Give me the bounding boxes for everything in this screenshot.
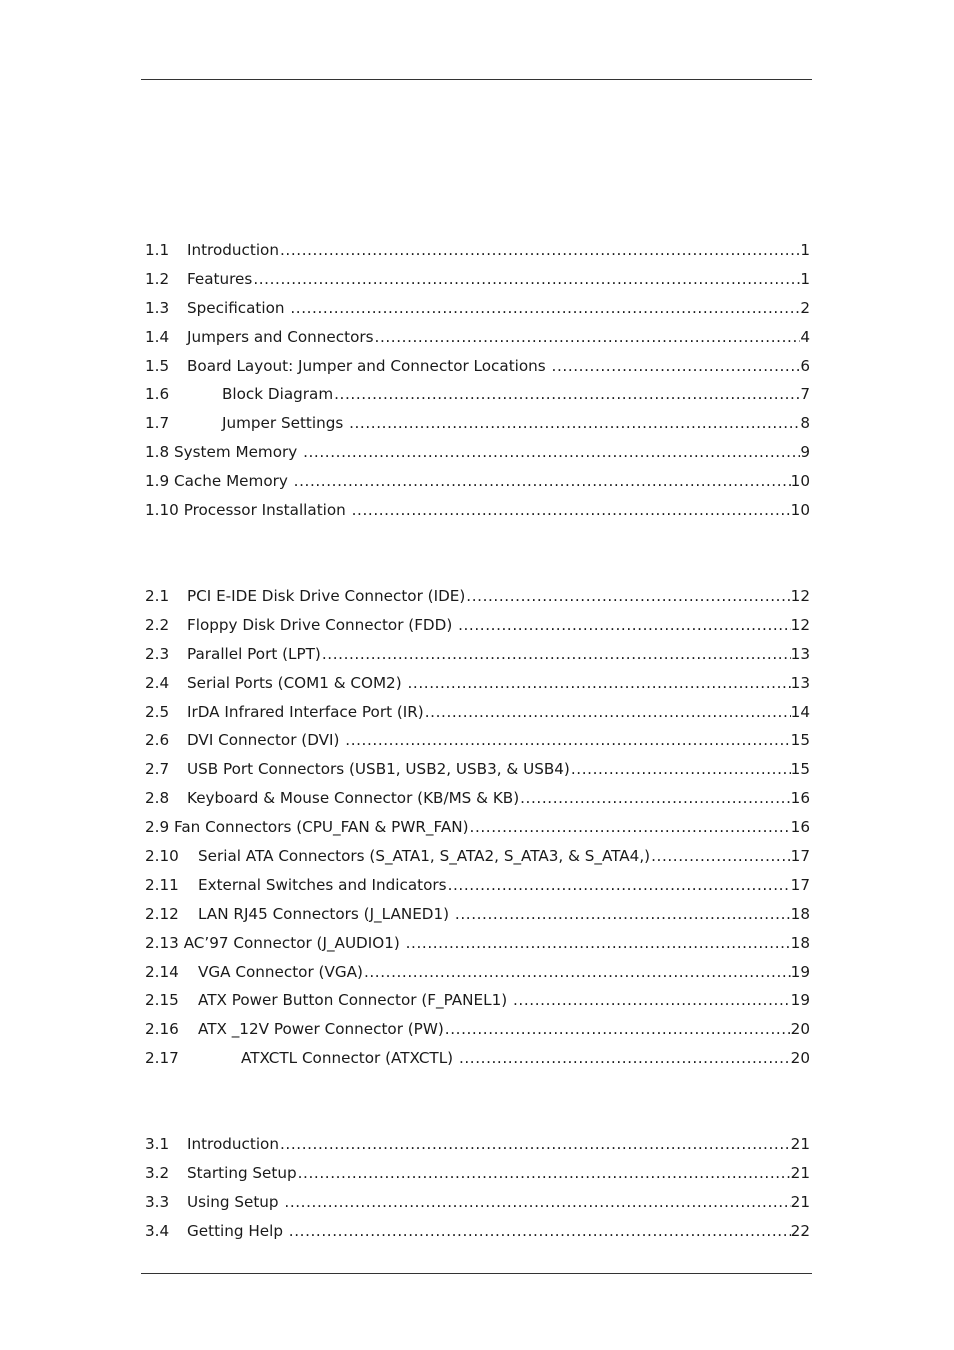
toc-dot-leader [283,1193,790,1211]
toc-entry-title: Specification [187,298,290,317]
toc-entry[interactable] [145,414,810,443]
toc-entry-title: USB Port Connectors (USB1, USB2, USB3, & USB4) [187,760,570,779]
toc-entry-number: 3.4 [145,1221,170,1240]
toc-entry[interactable] [145,1222,810,1251]
toc-dot-leader [293,472,791,490]
toc-entry-number: 2.6 [145,731,170,750]
toc-entry[interactable] [145,616,810,645]
toc-dot-leader [512,991,791,1009]
toc-dot-leader [321,645,791,663]
toc-entry[interactable] [145,501,810,530]
toc-entry-page-number: 7 [800,385,810,404]
toc-dot-leader [551,357,801,375]
toc-dot-leader [465,587,790,605]
toc-entry-page-number: 9 [800,443,810,462]
toc-entry-title: VGA Connector (VGA) [198,962,363,981]
toc-entry-title: Keyboard & Mouse Connector (KB/MS & KB) [187,789,520,808]
toc-entry[interactable] [145,299,810,328]
toc-entry-title: Fan Connectors (CPU_FAN & PWR_FAN) [174,818,469,837]
toc-entry-number: 2.7 [145,760,170,779]
toc-section-chapter-1 [145,241,810,530]
toc-entry-number: 3.3 [145,1192,170,1211]
toc-entry-number: 2.9 [145,818,170,837]
toc-entry-page-number: 18 [790,933,810,952]
toc-dot-leader [424,703,791,721]
toc-entry-page-number: 16 [790,818,810,837]
toc-entry-page-number: 20 [790,1020,810,1039]
toc-entry-title: Features [187,269,253,288]
toc-entry-page-number: 17 [790,847,810,866]
toc-section-chapter-3 [145,1135,810,1251]
toc-entry-number: 1.2 [145,269,170,288]
toc-entry-page-number: 1 [800,241,810,259]
toc-entry[interactable] [145,905,810,934]
toc-entry-number: 2.16 [145,1020,179,1039]
toc-dot-leader [252,270,800,288]
toc-entry-number: 2.1 [145,587,170,605]
toc-dot-leader [447,876,791,894]
toc-entry-page-number: 21 [790,1135,810,1153]
toc-entry-number: 1.5 [145,356,170,375]
toc-entry-title: Serial Ports (COM1 & COM2) [187,673,407,692]
toc-entry-title: Parallel Port (LPT) [187,644,321,663]
toc-entry[interactable] [145,818,810,847]
toc-entry-number: 2.13 [145,933,179,952]
toc-entry[interactable] [145,270,810,299]
toc-entry-page-number: 21 [790,1163,810,1182]
toc-entry-number: 1.1 [145,241,170,259]
toc-entry-title: Jumpers and Connectors [187,327,374,346]
toc-entry-title: PCI E-IDE Disk Drive Connector (IDE) [187,587,466,605]
toc-dot-leader [279,1135,791,1153]
toc-entry-page-number: 2 [800,298,810,317]
toc-entry[interactable] [145,472,810,501]
toc-entry[interactable] [145,789,810,818]
toc-entry[interactable] [145,328,810,357]
toc-entry-title: Using Setup [187,1192,284,1211]
toc-entry-title: ATX _12V Power Connector (PW) [198,1020,444,1039]
toc-entry-page-number: 17 [790,875,810,894]
toc-entry-title: Block Diagram [222,385,334,404]
toc-entry-number: 2.12 [145,904,179,923]
toc-entry-number: 2.3 [145,644,170,663]
toc-entry-page-number: 4 [800,327,810,346]
toc-entry-page-number: 14 [790,702,810,721]
toc-entry[interactable] [145,1049,810,1078]
toc-entry-number: 2.15 [145,991,179,1010]
toc-entry-page-number: 20 [790,1049,810,1068]
toc-entry-title: External Switches and Indicators [198,875,447,894]
toc-dot-leader [348,414,800,432]
toc-entry[interactable] [145,703,810,732]
toc-entry-title: IrDA Infrared Interface Port (IR) [187,702,424,721]
toc-entry-page-number: 12 [790,615,810,634]
toc-dot-leader [570,760,791,778]
toc-entry-number: 2.5 [145,702,170,721]
toc-entry-title: DVI Connector (DVI) [187,731,345,750]
toc-entry-number: 2.2 [145,615,170,634]
toc-dot-leader [289,299,800,317]
toc-entry-title: Jumper Settings [222,414,349,433]
toc-entry[interactable] [145,645,810,674]
toc-dot-leader [457,616,791,634]
footer-rule [141,1273,812,1274]
toc-entry-title: Starting Setup [187,1163,297,1182]
toc-entry[interactable] [145,731,810,760]
toc-dot-leader [302,443,800,461]
toc-dot-leader [650,847,791,865]
toc-entry[interactable] [145,876,810,905]
toc-entry-title: Floppy Disk Drive Connector (FDD) [187,615,458,634]
toc-entry-title: System Memory [174,443,303,462]
toc-entry-number: 2.14 [145,962,179,981]
toc-entry-page-number: 1 [800,269,810,288]
toc-dot-leader [454,905,791,923]
toc-entry-title: Introduction [187,241,279,259]
toc-entry-number: 1.3 [145,298,170,317]
toc-dot-leader [444,1020,791,1038]
toc-dot-leader [469,818,791,836]
toc-entry-title: ATX Power Button Connector (F_PANEL1) [198,991,512,1010]
toc-entry-page-number: 10 [790,472,810,491]
toc-entry-page-number: 10 [790,501,810,520]
toc-entry[interactable] [145,241,810,270]
toc-entry-page-number: 21 [790,1192,810,1211]
toc-entry-number: 2.17 [145,1049,179,1068]
toc-entry[interactable] [145,847,810,876]
toc-entry[interactable] [145,357,810,386]
toc-entry-number: 1.6 [145,385,170,404]
toc-entry[interactable] [145,934,810,963]
toc-dot-leader [279,241,800,259]
toc-dot-leader [374,328,801,346]
toc-dot-leader [363,963,791,981]
toc-entry-number: 2.4 [145,673,170,692]
toc-entry-page-number: 13 [790,673,810,692]
toc-entry[interactable] [145,963,810,992]
toc-entry-title: LAN RJ45 Connectors (J_LANED1) [198,904,454,923]
toc-entry[interactable] [145,1193,810,1222]
toc-section-chapter-2 [145,587,810,1078]
toc-entry-number: 3.1 [145,1135,170,1153]
toc-entry[interactable] [145,385,810,414]
toc-entry-page-number: 15 [790,760,810,779]
toc-entry[interactable] [145,674,810,703]
toc-entry-page-number: 16 [790,789,810,808]
toc-dot-leader [406,674,790,692]
toc-entry-page-number: 19 [790,991,810,1010]
toc-entry-number: 2.8 [145,789,170,808]
toc-entry-title: Serial ATA Connectors (S_ATA1, S_ATA2, S_ATA3, & S_ATA4,) [198,847,651,866]
toc-entry-title: ATXCTL Connector (ATXCTL) [241,1049,458,1068]
toc-entry-number: 1.4 [145,327,170,346]
toc-dot-leader [351,501,791,519]
toc-entry-page-number: 18 [790,904,810,923]
toc-entry-title: AC’97 Connector (J_AUDIO1) [183,933,405,952]
toc-entry[interactable] [145,1164,810,1193]
toc-dot-leader [344,731,790,749]
toc-entry-number: 2.11 [145,875,179,894]
toc-dot-leader [519,789,791,807]
toc-entry-page-number: 6 [800,356,810,375]
header-rule [141,79,812,80]
toc-entry[interactable] [145,443,810,472]
toc-dot-leader [333,385,800,403]
toc-entry-page-number: 8 [800,414,810,433]
toc-entry-title: Getting Help [187,1221,288,1240]
toc-entry-title: Cache Memory [174,472,293,491]
toc-entry-number: 3.2 [145,1163,170,1182]
toc-entry-page-number: 19 [790,962,810,981]
toc-entry-number: 1.9 [145,472,170,491]
toc-entry-page-number: 13 [790,644,810,663]
toc-entry-title: Board Layout: Jumper and Connector Locations [187,356,551,375]
toc-entry-title: Processor Installation [183,501,351,520]
toc-entry[interactable] [145,587,810,616]
toc-entry[interactable] [145,991,810,1020]
toc-dot-leader [297,1164,791,1182]
toc-entry[interactable] [145,1020,810,1049]
toc-entry-number: 2.10 [145,847,179,866]
toc-dot-leader [288,1222,791,1240]
toc-entry-page-number: 15 [790,731,810,750]
toc-dot-leader [458,1049,791,1067]
toc-entry-title: Introduction [187,1135,279,1153]
toc-entry-page-number: 12 [790,587,810,605]
toc-entry[interactable] [145,1135,810,1164]
toc-entry-page-number: 22 [790,1221,810,1240]
toc-dot-leader [405,934,791,952]
toc-entry-number: 1.10 [145,501,179,520]
toc-entry-number: 1.8 [145,443,170,462]
toc-entry[interactable] [145,760,810,789]
toc-entry-number: 1.7 [145,414,170,433]
